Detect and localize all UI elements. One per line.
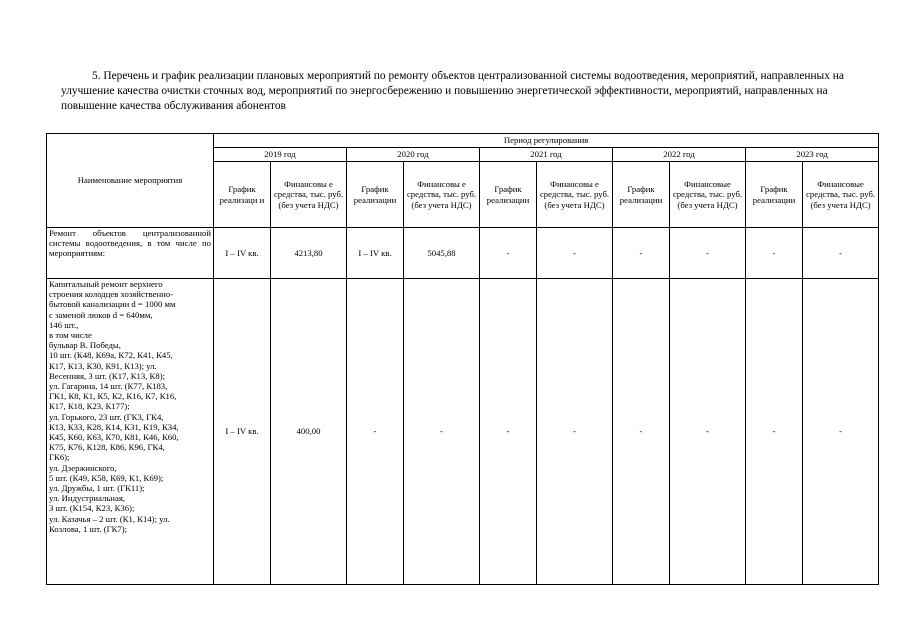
header-schedule: График реализации [480,162,537,228]
header-schedule: График реализаци и [214,162,271,228]
plan-table [46,133,879,585]
table-cell: - [746,228,803,279]
table-cell: I – IV кв. [214,228,271,279]
header-name: Наименование мероприятия [47,134,214,228]
row-name-line: с заменой люков d = 640мм, [49,309,153,320]
header-schedule: График реализации [746,162,803,228]
table-cell: 4213,80 [271,228,347,279]
header-year: 2019 год [214,148,347,162]
section-heading [61,69,861,114]
row-name-line: ул. Казачья – 2 шт. (К1, К14); ул. [49,513,170,524]
row-name-line: 146 шт., [49,319,79,330]
row-name-line: Весенняя, 3 шт. (К17, К13, К8); [49,370,165,381]
row-name: Ремонт объектов централизованной системы водоотведения, в том числе по мероприятиям: [47,228,214,279]
section-heading-text: 5. Перечень и график реализации плановых мероприятий по ремонту объектов централизованной системы водоотведения, мероприятий, направленных на улучшение качества очистки сточных вод, мероприятий по энергосбережению и повышению энергетической эффективности, мероприятий, направленных на повышение качества обслуживания абонентов [61,70,844,112]
row-name-line: ул. Индустриальная, [49,493,125,504]
table-cell: I – IV кв. [214,279,271,585]
header-period: Период регулирования [214,134,879,148]
table-cell: - [613,228,670,279]
table-cell: - [537,228,613,279]
table-cell: I – IV кв. [347,228,404,279]
table-row [47,279,879,585]
row-name-line: К17, К13, К30, К91, К13); ул. [49,360,157,371]
table-cell: - [613,279,670,585]
table-cell: 5045,88 [404,228,480,279]
row-name-line: ГК1, К8, К1, К5, К2, К16, К7, К16, [49,391,177,402]
header-schedule: График реализации [613,162,670,228]
header-finance: Финансовы е средства, тыс. руб. (без учета НДС) [271,162,347,228]
header-finance: Финансовы е средства, тыс. руб. (без учета НДС) [404,162,480,228]
row-name-line: строения колодцев хозяйственно- [49,289,174,300]
table-cell: - [404,279,480,585]
row-name-line: Капитальный ремонт верхнего [49,279,163,289]
table-cell: - [803,279,879,585]
row-name-line: 10 шт. (К48, К69а, К72, К41, К45, [49,350,173,361]
table-cell: - [347,279,404,585]
header-finance: Финансовые средства, тыс. руб. (без учета НДС) [803,162,879,228]
header-schedule: График реализации [347,162,404,228]
table-cell: - [670,228,746,279]
row-name-line: Козлова, 1 шт. (ГК7); [49,523,128,534]
header-finance: Финансовы е средства, тыс. руб. (без учета НДС) [537,162,613,228]
row-name-line: ГК6); [49,452,70,463]
header-year: 2021 год [480,148,613,162]
table-cell: - [537,279,613,585]
table-cell: - [480,279,537,585]
header-year: 2020 год [347,148,480,162]
row-name [47,279,214,585]
table-cell: - [670,279,746,585]
row-name-line: бульвар В. Победы, [49,340,121,351]
row-name-line: К45, К60, К63, К70, К81, К46, К60, [49,432,179,443]
row-name-line: в том числе [49,330,92,341]
row-name-line: бытовой канализации d = 1000 мм [49,299,176,310]
table-row [47,228,879,279]
row-name-line: К75, К76, К128, К86, К96, ГК4, [49,442,165,453]
row-name-line: 3 шт. (К154, К23, К36); [49,503,135,514]
table-cell: - [746,279,803,585]
table-cell: - [480,228,537,279]
row-name-line: ул. Дружбы, 1 шт. (ГК11); [49,483,145,494]
row-name-line: ул. Горького, 23 шт. (ГК3, ГК4, [49,411,164,422]
table-cell: - [803,228,879,279]
header-finance: Финансовые средства, тыс. руб. (без учета НДС) [670,162,746,228]
table-cell: 400,00 [271,279,347,585]
header-year: 2022 год [613,148,746,162]
row-name-line: 5 шт. (К49, К58, К69, К1, К69); [49,472,164,483]
row-name-line: К17, К18, К23, К177); [49,401,130,412]
header-year: 2023 год [746,148,879,162]
row-name-line: ул. Гагарина, 14 шт. (К77, К183, [49,381,168,392]
row-name-line: К13, К33, К28, К14, К31, К19, К34, [49,421,179,432]
row-name-line: ул. Дзержинского, [49,462,117,473]
